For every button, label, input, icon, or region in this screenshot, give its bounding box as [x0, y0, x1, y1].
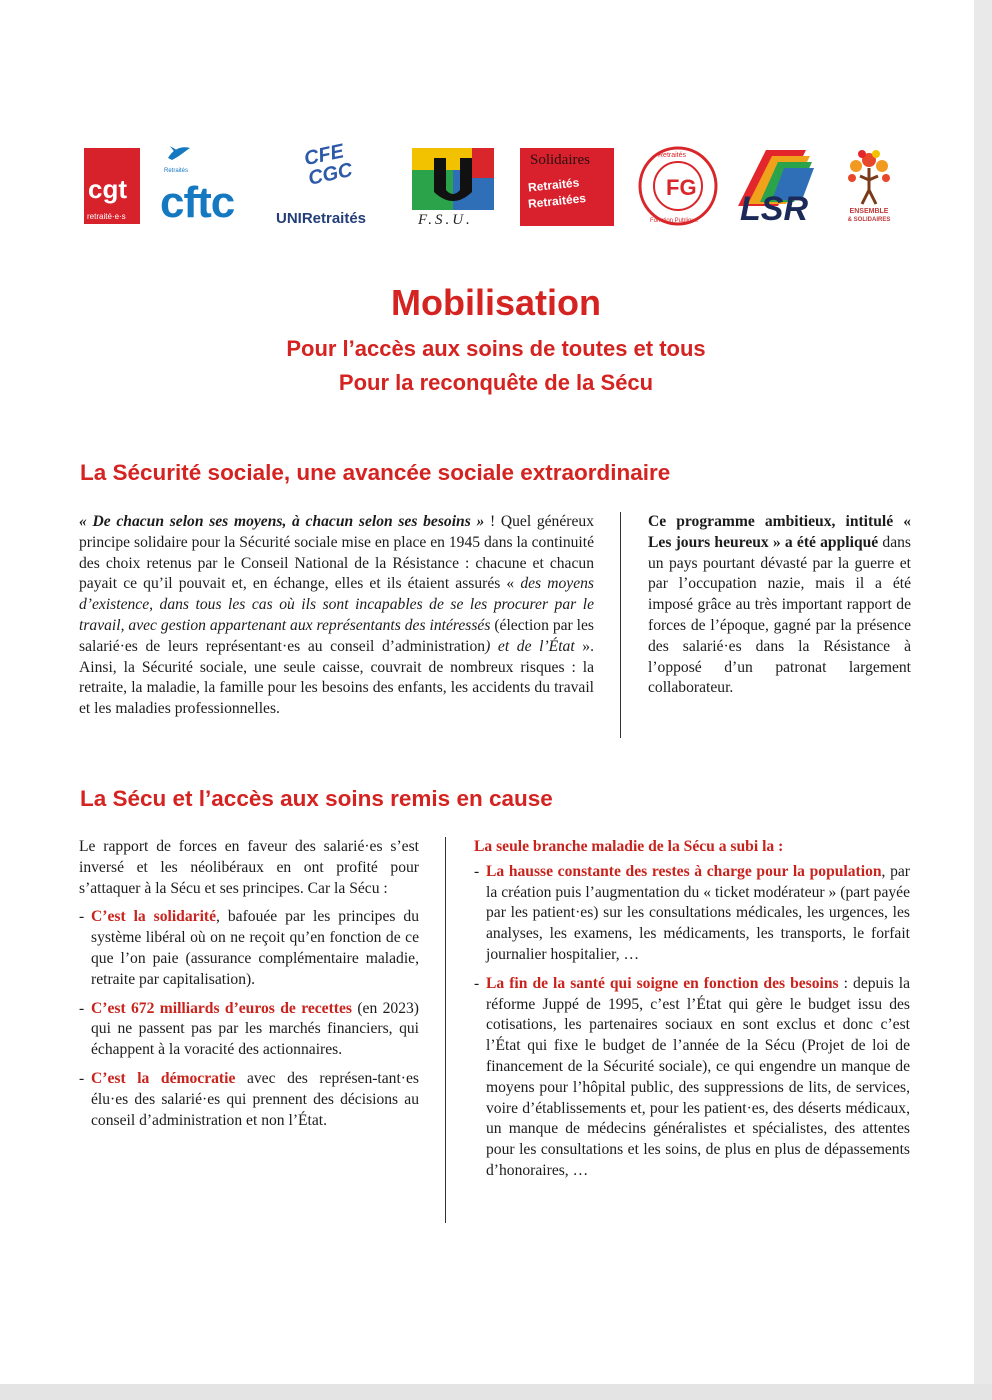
section-2-right-column	[474, 837, 910, 1182]
lsr-logo	[736, 144, 814, 228]
bullet-bold: La hausse constante des restes à charge pour la population	[486, 862, 882, 880]
lsr-emblem-icon	[736, 144, 814, 228]
bullet-text: , bafouée par les principes du système libéral où on ne reçoit qu’en fonction de ce que l’on paie (assurance complémentaire maladie, retraite par capitalisation).	[91, 908, 419, 988]
fsu-logo-word: F.S.U.	[418, 212, 473, 228]
fsu-emblem-icon	[412, 148, 494, 210]
union-logos	[80, 140, 910, 235]
bullet-text: , par la création puis l’augmentation du « ticket modérateur » (part payée par les patient·es) sur les consultations médicales, les urgences, les analyses, les examens, les médicaments, les transports, le forfait journalier hospitalier, …	[486, 862, 910, 963]
list-item	[474, 974, 910, 1182]
bullet-text: avec des représen-tant·es élu·es des salarié·es qui prennent des décisions au conseil d’administration et non l’État.	[91, 1069, 419, 1129]
bullet-dash: -	[79, 908, 85, 926]
bullet-text: : depuis la réforme Juppé de 1995, c’est l’État qui gère le budget issu des cotisations, les partenaires sociaux en sont exclus et donc c’est l’État qui fixe le budget de l’année de la Sécu (Projet de loi de financement de la Sécurité sociale), ce qui engendre un manque de moyens pour l’hôpital public, des suppressions de lits, de services, voire d’établissements et, pour les patient·es, des déserts médicaux, un manque de médecins généralistes et spécialistes, des attentes pour les consultations et les soins, de plus en plus de dépassements d’honoraires, …	[486, 974, 911, 1179]
cgt-logo	[84, 148, 140, 224]
solidaires-logo	[520, 148, 614, 226]
ensemble-solidaires-logo	[838, 146, 900, 228]
bullet-bold: C’est la solidarité	[91, 908, 217, 926]
bullet-dash: -	[474, 974, 480, 992]
bullet-dash: -	[79, 999, 85, 1017]
page-subtitle-1: Pour l’accès aux soins de toutes et tous	[286, 336, 706, 361]
dove-icon	[166, 144, 192, 164]
s1-left-italic-2: ) et de l’État	[485, 637, 575, 655]
bullet-dash: -	[79, 1069, 85, 1087]
ensemble-logo-line2: & SOLIDAIRES	[847, 217, 891, 223]
section-2-divider	[445, 837, 446, 1223]
cfe-cgc-word: UNIRetraités	[276, 210, 367, 227]
lsr-logo-word: LSR	[740, 190, 808, 228]
solidaires-logo-top: Solidaires	[530, 152, 590, 168]
cftc-logo-sub: Retraités	[164, 168, 189, 174]
s1-left-italic-1: des moyens d’existence, dans tous les cas où ils sont incapables de se les procurer par le travail, avec gestion appartenant aux représentants des intéressés	[79, 575, 595, 634]
s2-right-intro: La seule branche maladie de la Sécu a subi la :	[474, 838, 784, 855]
section-1-heading: La Sécurité sociale, une avancée sociale extraordinaire	[80, 460, 671, 485]
bullet-bold: C’est 672 milliards d’euros de recettes	[91, 999, 352, 1017]
bullet-dash: -	[474, 862, 480, 880]
list-item	[474, 862, 910, 966]
section-2-heading: La Sécu et l’accès aux soins remis en cause	[80, 786, 553, 811]
page-edge-bottom	[0, 1384, 992, 1400]
section-1-right-column	[648, 512, 911, 699]
page-title: Mobilisation	[391, 282, 601, 323]
fgr-emblem-icon	[636, 144, 720, 228]
s1-left-text-3: ». Ainsi, la Sécurité sociale, une seule caisse, couvrait de nombreux risques : la retraite, la maladie, la famille pour les besoins des enfants, les accidents du travail et les maladies professionnelles.	[79, 637, 595, 718]
cfe-cgc-logo	[276, 140, 396, 230]
s1-left-text-2: (élection par les salarié·es de leurs représentant·es au conseil d’administration	[79, 616, 594, 655]
section-2-left-column	[79, 837, 419, 1131]
list-item	[79, 907, 419, 990]
solidaires-logo-line2: Retraitées	[527, 191, 587, 211]
svg-text:FG: FG	[666, 175, 697, 200]
section-1-divider	[620, 512, 621, 738]
fsu-logo	[410, 148, 496, 226]
list-item	[79, 999, 419, 1061]
fgr-logo-text: Retraités	[658, 152, 687, 159]
list-item	[79, 1069, 419, 1131]
cgt-logo-sub: retraité·e·s	[87, 212, 126, 221]
section-1-right-paragraph	[648, 512, 911, 699]
solidaires-logo-line1: Retraités	[527, 175, 580, 195]
s1-left-text-1: ! Quel généreux principe solidaire pour la Sécurité sociale mise en place en 1945 dans la continuité des choix retenus par le Conseil National de la Résistance : chacune et chacun payait ce qu’il pouvait et, en échange, elles et ils étaient assurés «	[79, 513, 594, 593]
section-1-left-column	[79, 512, 594, 720]
page-subtitle-2: Pour la reconquête de la Sécu	[338, 370, 654, 395]
s2-left-intro: Le rapport de forces en faveur des salarié·es s’est inversé et les néolibéraux en ont profité pour s’attaquer à la Sécu et ses principes. Car la Sécu :	[79, 838, 419, 897]
cgt-logo-word: cgt	[88, 174, 127, 204]
svg-text:Fonction Publique: Fonction Publique	[650, 218, 699, 224]
cnr-quote: « De chacun selon ses moyens, à chacun selon ses besoins »	[79, 513, 485, 530]
ensemble-logo-line1: ENSEMBLE	[849, 208, 889, 215]
cftc-logo	[160, 144, 260, 230]
tree-figure-icon	[838, 146, 900, 206]
page-edge	[974, 0, 992, 1400]
s1-right-text: dans un pays pourtant dévasté par la guerre et par l’occupation nazie, mais il a été imposé grâce au très important rapport de forces de l’époque, gagné par la présence des salarié·es dans la Résistance à l’opposé d’un patronat largement collaborateur.	[648, 533, 911, 697]
bullet-bold: La fin de la santé qui soigne en fonction des besoins	[486, 974, 839, 992]
s1-right-bold: Ce programme ambitieux, intitulé « Les jours heureux » a été appliqué	[648, 513, 911, 551]
section-1-left-paragraph	[79, 512, 594, 720]
fgr-fp-logo	[636, 144, 720, 228]
cftc-logo-word: cftc	[160, 178, 235, 227]
cfe-cgc-mark: CFE CGC	[302, 140, 355, 190]
bullet-bold: C’est la démocratie	[91, 1069, 236, 1087]
bullet-text: (en 2023) qui ne passent pas par les marchés financiers, qui échappent à la voracité des actionnaires.	[91, 999, 419, 1059]
